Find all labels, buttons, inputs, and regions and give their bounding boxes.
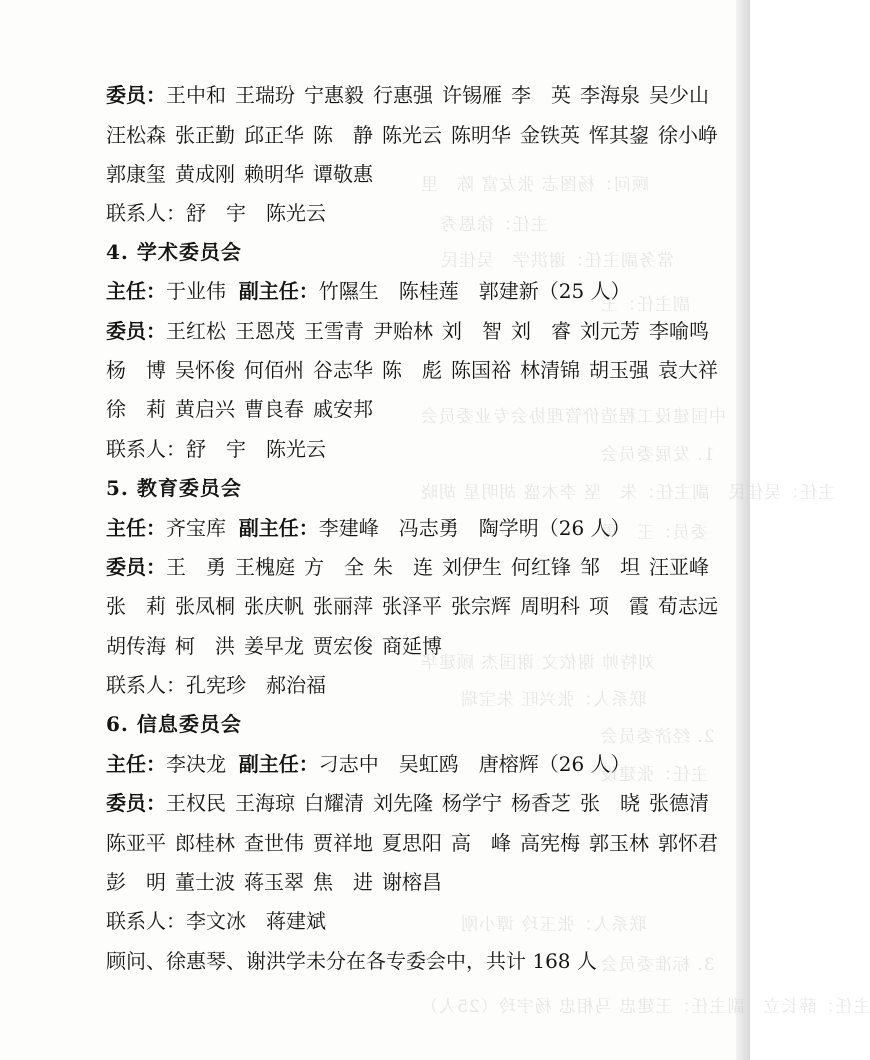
committee-members-line xyxy=(106,830,718,856)
member-name: 贾宏俊 xyxy=(313,634,373,658)
member-name: 杨香芝 xyxy=(511,791,571,815)
member-name: 查世伟 xyxy=(244,831,304,855)
member-name: 张德清 xyxy=(649,791,709,815)
bleed-through-text: 1. 发展委员会 xyxy=(600,445,715,465)
member-name: 李喻鸣 xyxy=(649,319,709,343)
member-name: 王权民 xyxy=(166,791,226,815)
member-name: 高 峰 xyxy=(451,831,511,855)
member-name: 杨 博 xyxy=(106,358,166,382)
member-name: 商延博 xyxy=(382,634,442,658)
member-name: 陈 静 xyxy=(313,123,373,147)
member-names xyxy=(106,123,718,147)
member-name: 张丽萍 xyxy=(313,594,373,618)
member-name: 吴怀俊 xyxy=(175,358,235,382)
member-name: 陈 彪 xyxy=(382,358,442,382)
committee-members-line: 委员：王中和 王瑞玢 宁惠毅 行惠强 许锡雁 李 英 李海泉 吴少山 xyxy=(106,83,709,107)
member-name: 贾祥地 xyxy=(313,831,373,855)
member-name: 谭敬惠 xyxy=(313,162,373,186)
member-name: 胡玉强 xyxy=(589,358,649,382)
member-name: 邱正华 xyxy=(244,123,304,147)
member-name: 行惠强 xyxy=(373,83,433,107)
footnote-total: 顾问、徐惠琴、谢洪学未分在各专委会中，共计 168 人 xyxy=(106,949,597,973)
member-name: 张 莉 xyxy=(106,594,166,618)
member-name: 王瑞玢 xyxy=(235,83,295,107)
member-name: 刘元芳 xyxy=(580,319,640,343)
member-name: 张正勤 xyxy=(175,123,235,147)
member-name: 朱 连 xyxy=(373,555,433,579)
committee-members-line xyxy=(106,122,718,148)
member-name: 胡传海 xyxy=(106,634,166,658)
committee-members-line xyxy=(106,161,706,187)
member-names xyxy=(106,831,718,855)
member-name: 高宪梅 xyxy=(520,831,580,855)
member-name: 郭康玺 xyxy=(106,162,166,186)
member-name: 陈明华 xyxy=(451,123,511,147)
member-name: 张凤桐 xyxy=(175,594,235,618)
bleed-through-text: 联系人：张兴旺 朱宝瑞 xyxy=(460,690,647,710)
member-name: 张 晓 xyxy=(580,791,640,815)
member-name: 陈光云 xyxy=(382,123,442,147)
contact-line: 联系人：舒 宇 陈光云 xyxy=(106,437,326,461)
member-name: 刘先隆 xyxy=(373,791,433,815)
member-name: 谢榕昌 xyxy=(382,870,442,894)
member-name: 焦 进 xyxy=(313,870,373,894)
member-name: 汪松森 xyxy=(106,123,166,147)
member-name: 袁大祥 xyxy=(658,358,718,382)
bleed-through-text: 刘特帅 谢依文 谢国杰 顾建华 xyxy=(420,653,656,673)
committee-members-line: 委员：王 勇 王槐庭 方 全 朱 连 刘伊生 何红锋 邹 坦 汪亚峰 xyxy=(106,555,709,579)
member-names xyxy=(106,594,718,618)
member-name: 刘伊生 xyxy=(442,555,502,579)
member-names xyxy=(106,634,442,658)
committee-members-line xyxy=(106,869,706,895)
bleed-through-text: 主任：徐恩秀 xyxy=(440,215,548,235)
bleed-through-text: 3. 标准委员会 xyxy=(600,955,715,975)
bleed-through-text: 委员：王 勇 xyxy=(600,523,708,543)
bleed-through-text: 2. 经济委员会 xyxy=(600,727,715,747)
bleed-through-text: 中国建设工程造价管理协会专业委员会 xyxy=(420,407,726,427)
member-names xyxy=(106,397,373,421)
member-names xyxy=(106,162,373,186)
member-name: 柯 洪 xyxy=(175,634,235,658)
member-name: 郭怀君 xyxy=(658,831,718,855)
member-name: 黄启兴 xyxy=(175,397,235,421)
member-name: 刘 睿 xyxy=(511,319,571,343)
section-heading: 6. 信息委员会 xyxy=(106,712,242,736)
member-name: 汪亚峰 xyxy=(649,555,709,579)
member-names xyxy=(166,555,709,579)
member-name: 王红松 xyxy=(166,319,226,343)
member-name: 王恩茂 xyxy=(235,319,295,343)
member-name: 周明科 xyxy=(520,594,580,618)
member-name: 董士波 xyxy=(175,870,235,894)
member-name: 许锡雁 xyxy=(442,83,502,107)
committee-members-line: 委员：王权民 王海琼 白耀清 刘先隆 杨学宁 杨香芝 张 晓 张德清 xyxy=(106,791,709,815)
member-name: 何红锋 xyxy=(511,555,571,579)
member-name: 王槐庭 xyxy=(235,555,295,579)
member-name: 曹良春 xyxy=(244,397,304,421)
member-name: 徐小峥 xyxy=(658,123,718,147)
member-names xyxy=(166,791,709,815)
member-name: 蒋玉翠 xyxy=(244,870,304,894)
contact-line: 联系人：孔宪珍 郝治福 xyxy=(106,673,326,697)
member-name: 恽其鋆 xyxy=(589,123,649,147)
member-name: 郎桂林 xyxy=(175,831,235,855)
scan-edge xyxy=(736,0,750,1060)
bleed-through-text: 联系人：张玉玲 谭小刚 xyxy=(460,915,647,935)
member-names xyxy=(166,319,709,343)
member-name: 宁惠毅 xyxy=(304,83,364,107)
member-name: 方 全 xyxy=(304,555,364,579)
member-name: 王海琼 xyxy=(235,791,295,815)
contact-line: 联系人：舒 宇 陈光云 xyxy=(106,201,326,225)
member-name: 张泽平 xyxy=(382,594,442,618)
member-name: 杨学宁 xyxy=(442,791,502,815)
bleed-through-text: 副主任：王 xyxy=(600,295,690,315)
member-name: 金铁英 xyxy=(520,123,580,147)
member-name: 项 霞 xyxy=(589,594,649,618)
member-name: 荀志远 xyxy=(658,594,718,618)
member-name: 戚安邦 xyxy=(313,397,373,421)
bleed-through-text: 主任：吴佳民 副主任：朱 坚 李木盛 胡明星 胡晓 xyxy=(420,483,836,503)
member-name: 张庆帆 xyxy=(244,594,304,618)
member-name: 何佰州 xyxy=(244,358,304,382)
section-heading: 5. 教育委员会 xyxy=(106,476,242,500)
member-names xyxy=(106,870,442,894)
bleed-through-text: 主任：张建设 xyxy=(600,765,708,785)
member-name: 林清锦 xyxy=(520,358,580,382)
member-name: 彭 明 xyxy=(106,870,166,894)
member-name: 王 勇 xyxy=(166,555,226,579)
member-name: 尹贻林 xyxy=(373,319,433,343)
member-names xyxy=(106,358,718,382)
bleed-through-text: 顾问：杨图志 张友富 陈 里 xyxy=(420,175,649,195)
committee-members-line xyxy=(106,593,718,619)
member-names xyxy=(166,83,709,107)
member-name: 刘 智 xyxy=(442,319,502,343)
contact-line: 联系人：李文冰 蒋建斌 xyxy=(106,909,326,933)
member-name: 陈国裕 xyxy=(451,358,511,382)
member-name: 姜早龙 xyxy=(244,634,304,658)
member-name: 郭玉林 xyxy=(589,831,649,855)
member-name: 陈亚平 xyxy=(106,831,166,855)
member-name: 吴少山 xyxy=(649,83,709,107)
committee-members-line xyxy=(106,396,706,422)
committee-members-line: 委员：王红松 王恩茂 王雪青 尹贻林 刘 智 刘 睿 刘元芳 李喻鸣 xyxy=(106,319,709,343)
section-heading: 4. 学术委员会 xyxy=(106,240,242,264)
member-name: 黄成刚 xyxy=(175,162,235,186)
member-name: 李 英 xyxy=(511,83,571,107)
member-name: 李海泉 xyxy=(580,83,640,107)
committee-members-line xyxy=(106,633,706,659)
member-name: 赖明华 xyxy=(244,162,304,186)
member-name: 夏思阳 xyxy=(382,831,442,855)
bleed-through-text: 主任：薛长立 副主任：王建忠 马相忠 杨宇玲（25人） xyxy=(420,997,870,1017)
member-name: 王雪青 xyxy=(304,319,364,343)
chair-line: 主任：齐宝库 副主任：李建峰 冯志勇 陶学明（26 人） xyxy=(106,516,631,540)
committee-members-line xyxy=(106,357,718,383)
member-name: 张宗辉 xyxy=(451,594,511,618)
member-name: 徐 莉 xyxy=(106,397,166,421)
member-name: 王中和 xyxy=(166,83,226,107)
bleed-through-text: 常务副主任：谢洪学 吴佳民 xyxy=(440,251,674,271)
member-name: 谷志华 xyxy=(313,358,373,382)
member-name: 邹 坦 xyxy=(580,555,640,579)
member-name: 白耀清 xyxy=(304,791,364,815)
chair-line: 主任：于业伟 副主任：竹隰生 陈桂莲 郭建新（25 人） xyxy=(106,279,631,303)
chair-line: 主任：李决龙 副主任：刁志中 吴虹鸥 唐榕辉（26 人） xyxy=(106,752,631,776)
